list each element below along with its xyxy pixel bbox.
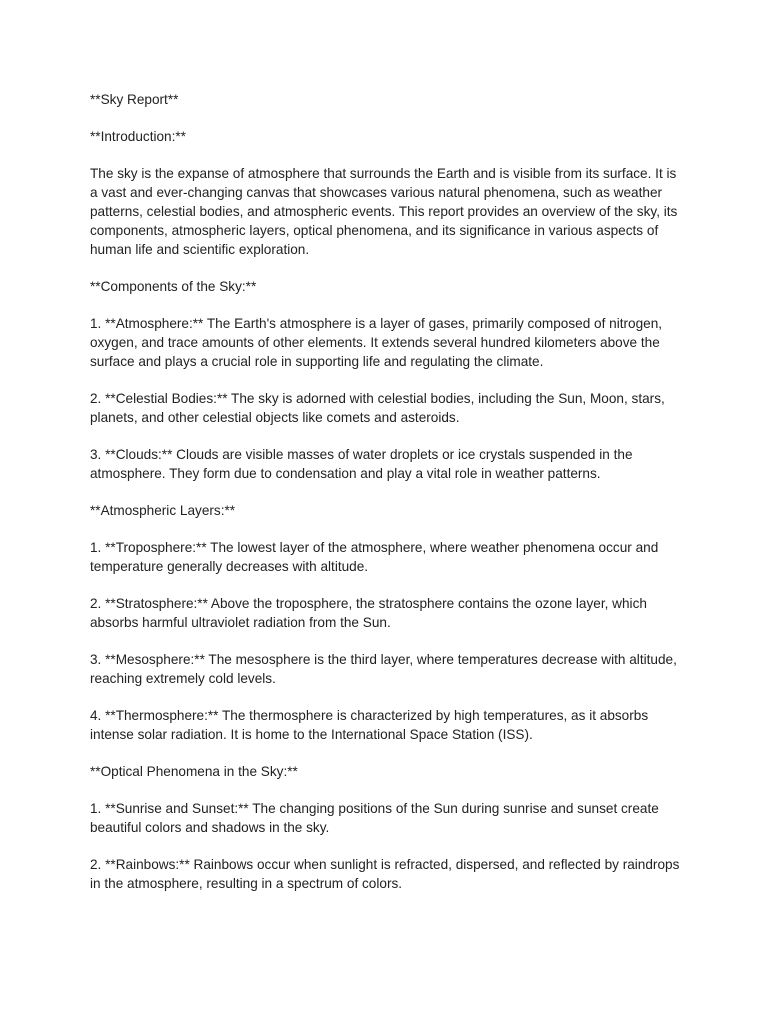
component-item-celestial-bodies: 2. **Celestial Bodies:** The sky is adorned with celestial bodies, including the Sun, Moon, stars, planets, and other celestial objects like comets and asteroids. xyxy=(90,391,669,425)
document-page xyxy=(90,90,684,911)
introduction-paragraph: The sky is the expanse of atmosphere that surrounds the Earth and is visible from its surface. It is a vast and ever-changing canvas that showcases various natural phenomena, such as weather patterns, celestial bodies, and atmospheric events. This report provides an overview of the sky, its components, atmospheric layers, optical phenomena, and its significance in various aspects of human life and scientific exploration. xyxy=(90,166,682,257)
component-item-clouds: 3. **Clouds:** Clouds are visible masses of water droplets or ice crystals suspended in the atmosphere. They form due to condensation and play a vital role in weather patterns. xyxy=(90,447,637,481)
component-item-atmosphere: 1. **Atmosphere:** The Earth's atmosphere is a layer of gases, primarily composed of nitrogen, oxygen, and trace amounts of other elements. It extends several hundred kilometers above the surface and plays a crucial role in supporting life and regulating the climate. xyxy=(90,316,666,369)
components-heading: **Components of the Sky:** xyxy=(90,279,257,294)
optical-item-rainbows: 2. **Rainbows:** Rainbows occur when sunlight is refracted, dispersed, and reflected by raindrops in the atmosphere, resulting in a spectrum of colors. xyxy=(90,857,684,891)
layer-item-troposphere: 1. **Troposphere:** The lowest layer of the atmosphere, where weather phenomena occur and temperature generally decreases with altitude. xyxy=(90,540,663,574)
report-title: **Sky Report** xyxy=(90,92,179,107)
optical-item-sunrise-sunset: 1. **Sunrise and Sunset:** The changing positions of the Sun during sunrise and sunset create beautiful colors and shadows in the sky. xyxy=(90,801,663,835)
layer-item-mesosphere: 3. **Mesosphere:** The mesosphere is the third layer, where temperatures decrease with altitude, reaching extremely cold levels. xyxy=(90,652,681,686)
layer-item-stratosphere: 2. **Stratosphere:** Above the troposphere, the stratosphere contains the ozone layer, which absorbs harmful ultraviolet radiation from the Sun. xyxy=(90,596,651,630)
optical-phenomena-heading: **Optical Phenomena in the Sky:** xyxy=(90,764,298,779)
layer-item-thermosphere: 4. **Thermosphere:** The thermosphere is characterized by high temperatures, as it absorbs intense solar radiation. It is home to the International Space Station (ISS). xyxy=(90,708,652,742)
introduction-heading: **Introduction:** xyxy=(90,129,186,144)
atmospheric-layers-heading: **Atmospheric Layers:** xyxy=(90,503,236,518)
